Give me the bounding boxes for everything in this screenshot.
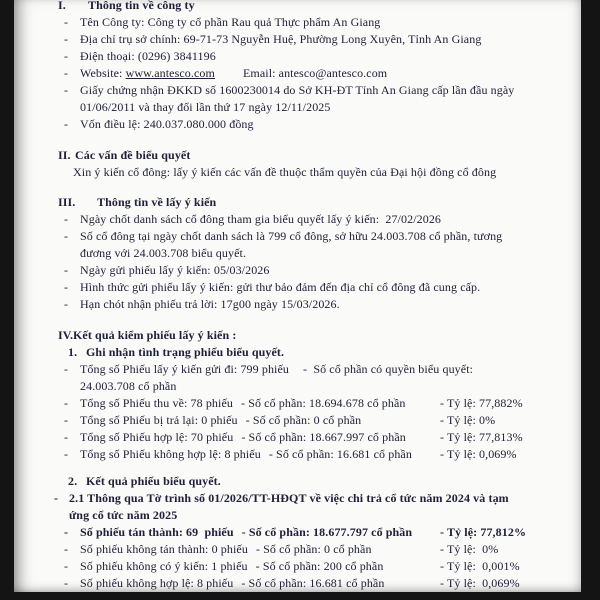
subsection-2-title: Kết quả phiếu biểu quyết. [86,474,221,488]
company-registration: Giấy chứng nhận ĐKKD số 1600230014 do Sở KH-ĐT Tỉnh An Giang cấp lần đầu ngày 01/06/2011 và thay đổi lần thứ 17 ngày 12/11/2025 [80,83,515,114]
section-3-title: Thông tin về lấy ý kiến [97,195,217,209]
website-label: Website: [80,66,126,80]
send-method: Hình thức gửi phiếu lấy ý kiến: gửi thư bảo đảm đến địa chỉ cổ đông đã cung cấp. [80,280,481,294]
stat-label: Tổng số Phiếu thu về: 78 phiếu [80,396,233,410]
bullet-dash: - [64,430,69,444]
bullet-dash: - [64,83,69,97]
ballots-sent-count: Tổng số Phiếu lấy ý kiến gửi đi: 799 phiếu [80,362,290,376]
reply-deadline: Hạn chót nhận phiếu trả lời: 17g00 ngày 15/03/2026. [80,297,340,311]
subsection-1-title: Ghi nhận tình trạng phiếu biểu quyết. [86,345,285,359]
bullet-dash: - [64,396,69,410]
proposal-2-1-line [54,490,530,524]
vote-label: Số phiếu không tán thành: 0 phiếu [80,542,248,556]
stat-label: Tổng số Phiếu hợp lệ: 70 phiếu [80,430,234,444]
company-registration-line [64,82,530,116]
section-3-heading [58,194,530,211]
bullet-dash: - [64,559,69,573]
bullet-dash: - [64,32,69,46]
subsection-1-heading [68,344,530,361]
bullet-dash: - [64,229,69,243]
send-date: Ngày gửi phiếu lấy ý kiến: 05/03/2026 [80,263,270,277]
company-address-line [64,31,530,48]
record-date: Ngày chốt danh sách cổ đông tham gia biểu quyết lấy ý kiến: 27/02/2026 [80,212,442,226]
bullet-dash: - [64,15,69,29]
send-date-line [64,262,530,279]
voting-matters-body: Xin ý kiến cổ đông: lấy ý kiến các vấn đề thuộc thẩm quyền của Đại hội đồng cổ đông [73,165,497,179]
vote-label: Số phiếu không có ý kiến: 1 phiếu [80,559,248,573]
vote-shares: - Số cổ phần: 0 cổ phần [255,542,372,556]
stat-shares: - Số cổ phần: 18.694.678 cổ phần [241,396,406,410]
section-2-number: II. [58,148,71,162]
vote-ratio: - Tỷ lệ: 0% [440,542,499,556]
stat-row-valid [64,429,530,446]
bullet-dash: - [64,280,69,294]
stat-label: Tổng số Phiếu bị trả lại: 0 phiếu [80,413,238,427]
bullet-dash: - [64,413,69,427]
stat-ratio: - Tỷ lệ: 77,882% [440,396,523,410]
record-date-line [64,211,530,228]
company-website-line [64,65,530,82]
bullet-dash: - [64,447,69,461]
section-2-title: Các vấn đề biểu quyết [75,148,191,162]
section-4-title: Kết quả kiểm phiếu lấy ý kiến : [73,328,237,342]
vote-label: Số phiếu tán thành: 69 phiếu [80,525,234,539]
ballots-sent [80,361,500,395]
vote-row-abstain [64,558,530,575]
company-address: Địa chỉ trụ sở chính: 69-71-73 Nguyễn Huệ, Phường Long Xuyên, Tỉnh An Giang [80,32,482,46]
subsection-2-heading [68,473,530,490]
section-3-number: III. [58,195,76,209]
stat-label: Tổng số Phiếu không hợp lệ: 8 phiếu [80,447,261,461]
vote-ratio: - Tỷ lệ: 77,812% [440,525,527,539]
section-4-number: IV. [58,328,74,342]
vote-label: Số phiếu không hợp lệ: 8 phiếu [80,576,234,590]
vote-row-invalid [64,575,530,592]
ballots-sent-line [64,361,530,395]
section-1-number: I. [58,0,66,12]
bullet-dash: - [64,525,69,539]
section-1-heading [58,0,530,14]
vote-shares: - Số cổ phần: 200 cổ phần [255,559,384,573]
bullet-dash: - [64,263,69,277]
website-link: www.antesco.com [125,66,215,80]
stat-row-invalid [64,446,530,463]
section-2-heading [58,147,530,164]
subsection-2-number: 2. [68,474,78,488]
shareholders-line [64,228,530,262]
company-phone-line [64,48,530,65]
document-page [14,0,581,592]
stat-ratio: - Tỷ lệ: 77,813% [440,430,523,444]
bullet-dash: - [64,362,69,376]
section-1-title: Thông tin về công ty [88,0,195,12]
bullet-dash: - [64,297,69,311]
vote-row-disapprove [64,541,530,558]
website-email [80,65,530,82]
vote-shares: - Số cổ phần: 18.677.797 cổ phần [241,525,413,539]
bullet-dash: - [64,542,69,556]
vote-shares: - Số cổ phần: 16.681 cổ phần [241,576,385,590]
stat-row-received [64,395,530,412]
bullet-dash: - [54,491,59,505]
vote-ratio: - Tỷ lệ: 0,069% [440,576,520,590]
voting-shares-total: - Số cổ phần có quyền biểu quyết: 24.003.708 cổ phần [80,362,474,393]
shareholders-count: Số cổ đông tại ngày chốt danh sách là 799 cổ đông, sở hữu 24.003.708 cổ phần, tương đương với 24.003.708 biểu quyết. [80,229,503,260]
company-name: Tên Công ty: Công ty cổ phần Rau quả Thực phẩm An Giang [80,15,381,29]
stat-ratio: - Tỷ lệ: 0% [440,413,496,427]
bullet-dash: - [64,66,69,80]
section-4-heading [58,327,530,344]
stat-shares: - Số cổ phần: 16.681 cổ phần [268,447,412,461]
company-name-line [64,14,530,31]
stat-row-returned [64,412,530,429]
stat-shares: - Số cổ phần: 0 cổ phần [245,413,362,427]
stat-ratio: - Tỷ lệ: 0,069% [440,447,517,461]
company-phone: Điện thoại: (0296) 3841196 [80,49,216,63]
company-capital-line [64,116,530,133]
bullet-dash: - [64,212,69,226]
deadline-line [64,296,530,313]
subsection-1-number: 1. [68,345,78,359]
company-capital: Vốn điều lệ: 240.037.080.000 đồng [80,117,254,131]
document-content [54,0,530,592]
company-email: Email: antesco@antesco.com [242,66,388,80]
stat-shares: - Số cổ phần: 18.667.997 cổ phần [241,430,406,444]
vote-row-approve [64,524,530,541]
bullet-dash: - [64,117,69,131]
bullet-dash: - [64,576,69,590]
bullet-dash: - [64,49,69,63]
vote-ratio: - Tỷ lệ: 0,001% [440,559,520,573]
method-line [64,279,530,296]
proposal-2-1: 2.1 Thông qua Tờ trình số 01/2026/TT-HĐQT về việc chi trả cổ tức năm 2024 và tạm ứng cổ tức năm 2025 [69,491,509,522]
